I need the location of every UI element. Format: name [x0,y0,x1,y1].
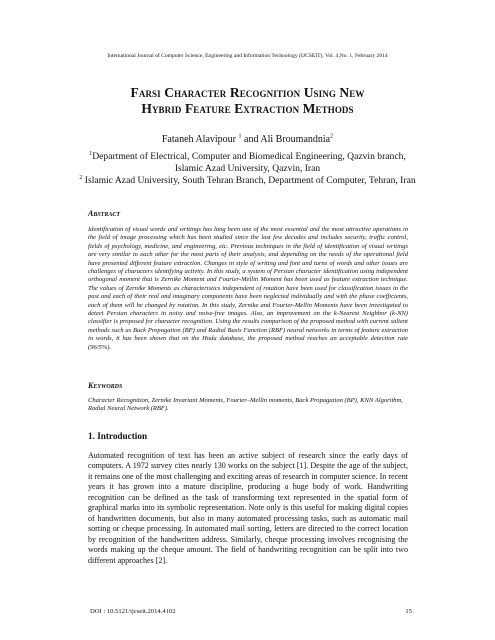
keywords-text: Character Recognition, Zernike Invariant Moments, Fourier–Mellin moments, Back Propagation (BP), KNN Algorithm, Radial Neural Network (RBF). [88,397,403,413]
keywords-heading: Keywords [88,381,123,390]
affiliation-1-mark: 1 [89,150,93,157]
author-1: Fataneh Alavipour [161,134,237,145]
author-joiner: and [241,134,261,145]
abstract-text: Identification of visual words and writings has long been one of the most essential and the most attractive operations in the field of image processing which has been studied since the last few decades and includes security, traffic control, fields of psychology, medicine, and engineering, etc. Previous techniques in the field of identification of visual writings are very similar to each other for the most parts of their analysis, and depending on the needs of the operational field have presented different feature extraction. Changes in style of writing and font and turns of words and other issues are challenges of characters identifying activity. In this study, a system of Persian character identification using independent orthogonal moment that is Zernike Moment and Fourier-Mellin Moment has been used as feature extraction technique. The values of Zernike Moments as characteristics independent of rotation have been used for classification issues in the past and each of their real and imaginary components have been neglected individually and with the phase coefficients, each of them will be changed by rotation. In this study, Zernike and Fourier-Mellin Moments have been investigated to detect Persian characters in noisy and noise-free images. Also, an improvement on the k-Nearest Neighbor (k-NN) classifier is proposed for character recognition. Using the results comparison of the proposed method with current salient methods such as Back Propagation (BP) and Radial Basis Function (RBF) neural networks in terms of feature extraction in words, it has been shown that on the Hoda database, the proposed method reaches an acceptable detection rate (96/5%). [88,226,408,351]
author-2-affil-mark: 2 [330,133,334,140]
introduction-text: Automated recognition of text has been an active subject of research since the early days of computers. A 1972 survey cites nearly 130 works on the subject [1]. Despite the age of the subject, it remains one of the most challenging and exciting areas of research in computer science. In recent years it has grown into a mature discipline, producing a huge body of work. Handwriting recognition can be defined as the task of transforming text represented in the spatial form of graphical marks into its symbolic representation. Note only is this useful for making digital copies of handwritten documents, but also in many automated processing tasks, such as automatic mail sorting or cheque processing. In automated mail sorting, letters are directed to the correct location by recognition of the handwritten address. Similarly, cheque processing involves recognising the words making up the cheque amount. The field of handwriting recognition can be split into two different approaches [2]. [88,451,408,565]
affiliations [70,151,425,187]
title-line-1: Farsi Character Recognition Using New [130,85,365,100]
paper-title [60,85,435,117]
affiliation-1-line-2: Islamic Azad University, Qazvin, Iran [174,163,321,174]
author-2: Ali Broumandnia [260,134,331,145]
introduction-heading: 1. Introduction [88,431,148,441]
running-head: International Journal of Computer Science, Engineering and Information Technology (IJCSEIT), Vol. 4,No. 1, February 2014 [107,53,388,59]
affiliation-2-mark: 2 [79,174,83,181]
title-line-2: Hybrid Feature Extraction Methods [141,101,354,116]
affiliation-1-line-1: $^1$Department of Electrical, Computer and Biomedical Engineering, Qazvin branch, [89,150,406,162]
author-1-affil-mark: 1 [238,133,242,140]
footer-doi: DOI : 10.5121/ijcseit.2014.4102 [90,608,176,615]
author-list [60,134,435,146]
affiliation-2: $^2$ Islamic Azad University, South Tehran Branch, Department of Computer, Tehran, Iran [79,174,416,186]
abstract-heading: Abstract [88,209,121,218]
page-number: 15 [405,608,412,615]
